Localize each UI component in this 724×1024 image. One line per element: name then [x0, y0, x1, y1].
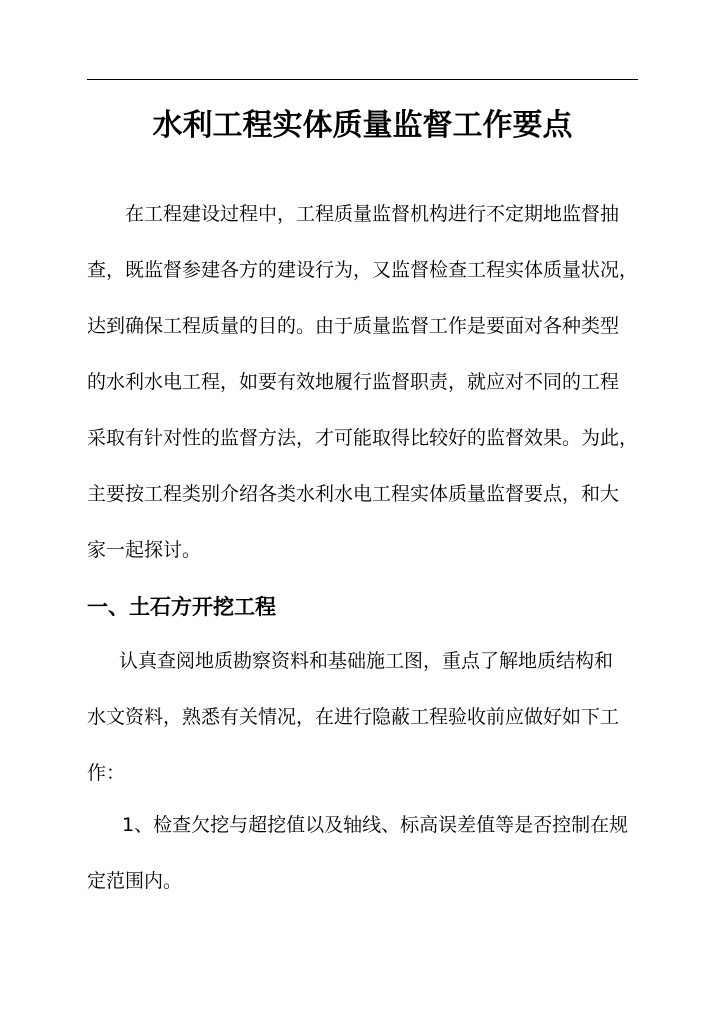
document-title: 水利工程实体质量监督工作要点: [152, 108, 573, 143]
section-heading: 一、土石方开挖工程: [87, 595, 276, 619]
list-item-line: 定范围内。: [87, 870, 183, 892]
intro-line: 主要按工程类别介绍各类水利水电工程实体质量监督要点，和大: [87, 483, 620, 505]
section-line: 作：: [87, 762, 126, 784]
intro-line: 查，既监督参建各方的建设行为，又监督检查工程实体质量状况，: [87, 259, 639, 281]
section-line: 水文资料，熟悉有关情况，在进行隐蔽工程验收前应做好如下工: [87, 706, 620, 728]
intro-paragraph: [87, 186, 647, 578]
intro-line: 家一起探讨。: [87, 539, 202, 561]
section-line: 认真查阅地质勘察资料和基础施工图，重点了解地质结构和: [119, 650, 614, 672]
section-paragraph: [87, 633, 647, 801]
intro-line: 在工程建设过程中，工程质量监督机构进行不定期地监督抽: [125, 203, 620, 225]
list-item-line: 1、检查欠挖与超挖值以及轴线、标高误差值等是否控制在规: [122, 814, 629, 836]
list-item: [87, 797, 647, 909]
intro-line: 的水利水电工程，如要有效地履行监督职责，就应对不同的工程: [87, 371, 620, 393]
intro-line: 达到确保工程质量的目的。由于质量监督工作是要面对各种类型: [87, 315, 620, 337]
header-rule: [87, 79, 638, 80]
intro-line: 采取有针对性的监督方法，才可能取得比较好的监督效果。为此，: [87, 427, 639, 449]
